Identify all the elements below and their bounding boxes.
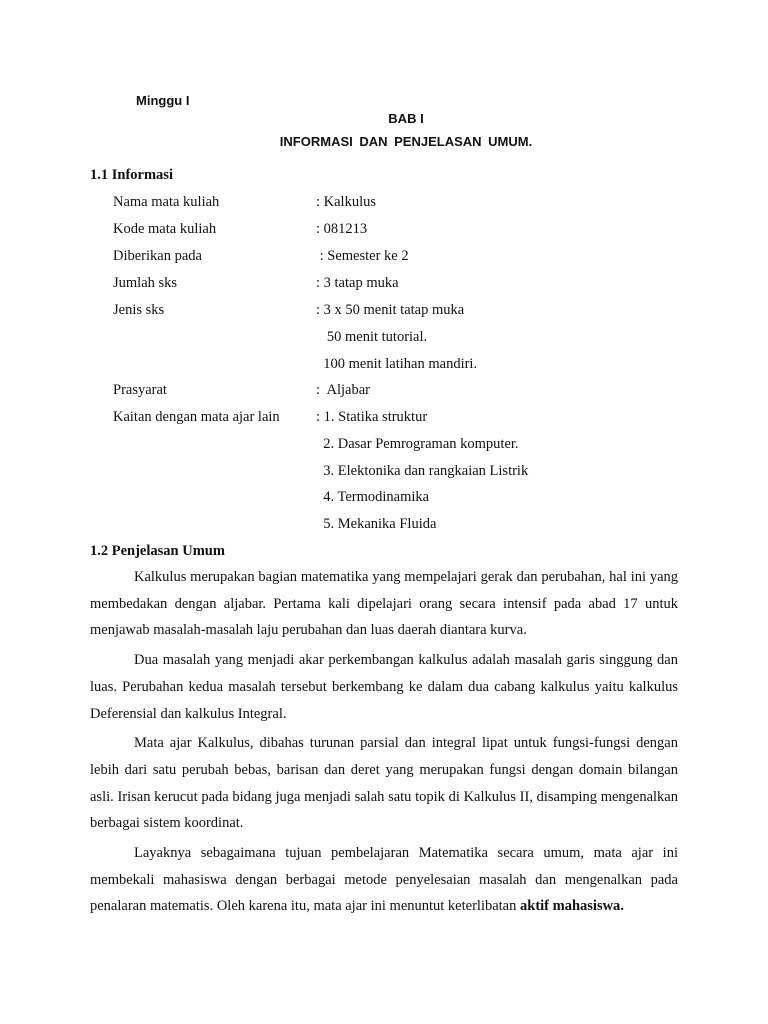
info-value: 100 menit latihan mandiri. (316, 356, 478, 372)
info-value: 4. Termodinamika (316, 489, 430, 505)
info-value: : 1. Statika struktur (316, 409, 428, 425)
chapter-title: INFORMASI DAN PENJELASAN UMUM. (279, 134, 533, 149)
paragraph: Dua masalah yang menjadi akar perkembangan kalkulus adalah masalah garis singgung dan luas. Perubahan kedua masalah tersebut berkembang ke dalam dua cabang kalkulus yaitu kalkulus Deferensial dan kalkulus Integral. (90, 652, 678, 722)
info-value: 2. Dasar Pemrograman komputer. (316, 436, 519, 452)
section-2-title: 1.2 Penjelasan Umum (90, 543, 225, 559)
info-label: Diberikan pada (113, 248, 202, 264)
info-label: Prasyarat (113, 382, 167, 398)
paragraph-text: Layaknya sebagaimana tujuan pembelajaran Matematika secara umum, mata ajar ini membekali mahasiswa dengan berbagai metode penyelesaian masalah dan mengenalkan pada penalaran matematis. Oleh karena itu, mata ajar ini menuntut keterlibatan (90, 845, 678, 915)
section-1-title: 1.1 Informasi (90, 167, 173, 183)
info-label: Jenis sks (113, 302, 165, 318)
info-value: : Kalkulus (316, 194, 377, 210)
info-value: 50 menit tutorial. (316, 329, 428, 345)
info-label: Kaitan dengan mata ajar lain (113, 409, 280, 425)
info-value: : 3 tatap muka (316, 275, 399, 291)
paragraph: Kalkulus merupakan bagian matematika yang mempelajari gerak dan perubahan, hal ini yang membedakan dengan aljabar. Pertama kali dipelajari orang secara intensif pada abad 17 untuk menjawab masalah-masalah laju perubahan dan luas daerah diantara kurva. (90, 569, 678, 639)
paragraph: Mata ajar Kalkulus, dibahas turunan parsial dan integral lipat untuk fungsi-fungsi dengan lebih dari satu perubah bebas, barisan dan deret yang merupakan fungsi dengan domain bilangan asli. Irisan kerucut pada bidang juga menjadi salah satu topik di Kalkulus II, disamping mengenalkan berbagai sistem koordinat. (90, 735, 678, 832)
info-label: Jumlah sks (113, 275, 178, 291)
week-label: Minggu I (136, 93, 190, 108)
info-value: : 081213 (316, 221, 368, 237)
info-value: 3. Elektonika dan rangkaian Listrik (316, 463, 529, 479)
paragraph (90, 840, 678, 920)
chapter-number: BAB I (388, 111, 424, 126)
info-value: 5. Mekanika Fluida (316, 516, 437, 532)
body-text (90, 564, 678, 923)
info-label: Kode mata kuliah (113, 221, 217, 237)
info-value: : 3 x 50 menit tatap muka (316, 302, 465, 318)
info-value: : Semester ke 2 (316, 248, 409, 264)
info-label: Nama mata kuliah (113, 194, 220, 210)
emphasis-text: aktif mahasiswa. (520, 898, 624, 915)
info-value: : Aljabar (316, 382, 370, 398)
